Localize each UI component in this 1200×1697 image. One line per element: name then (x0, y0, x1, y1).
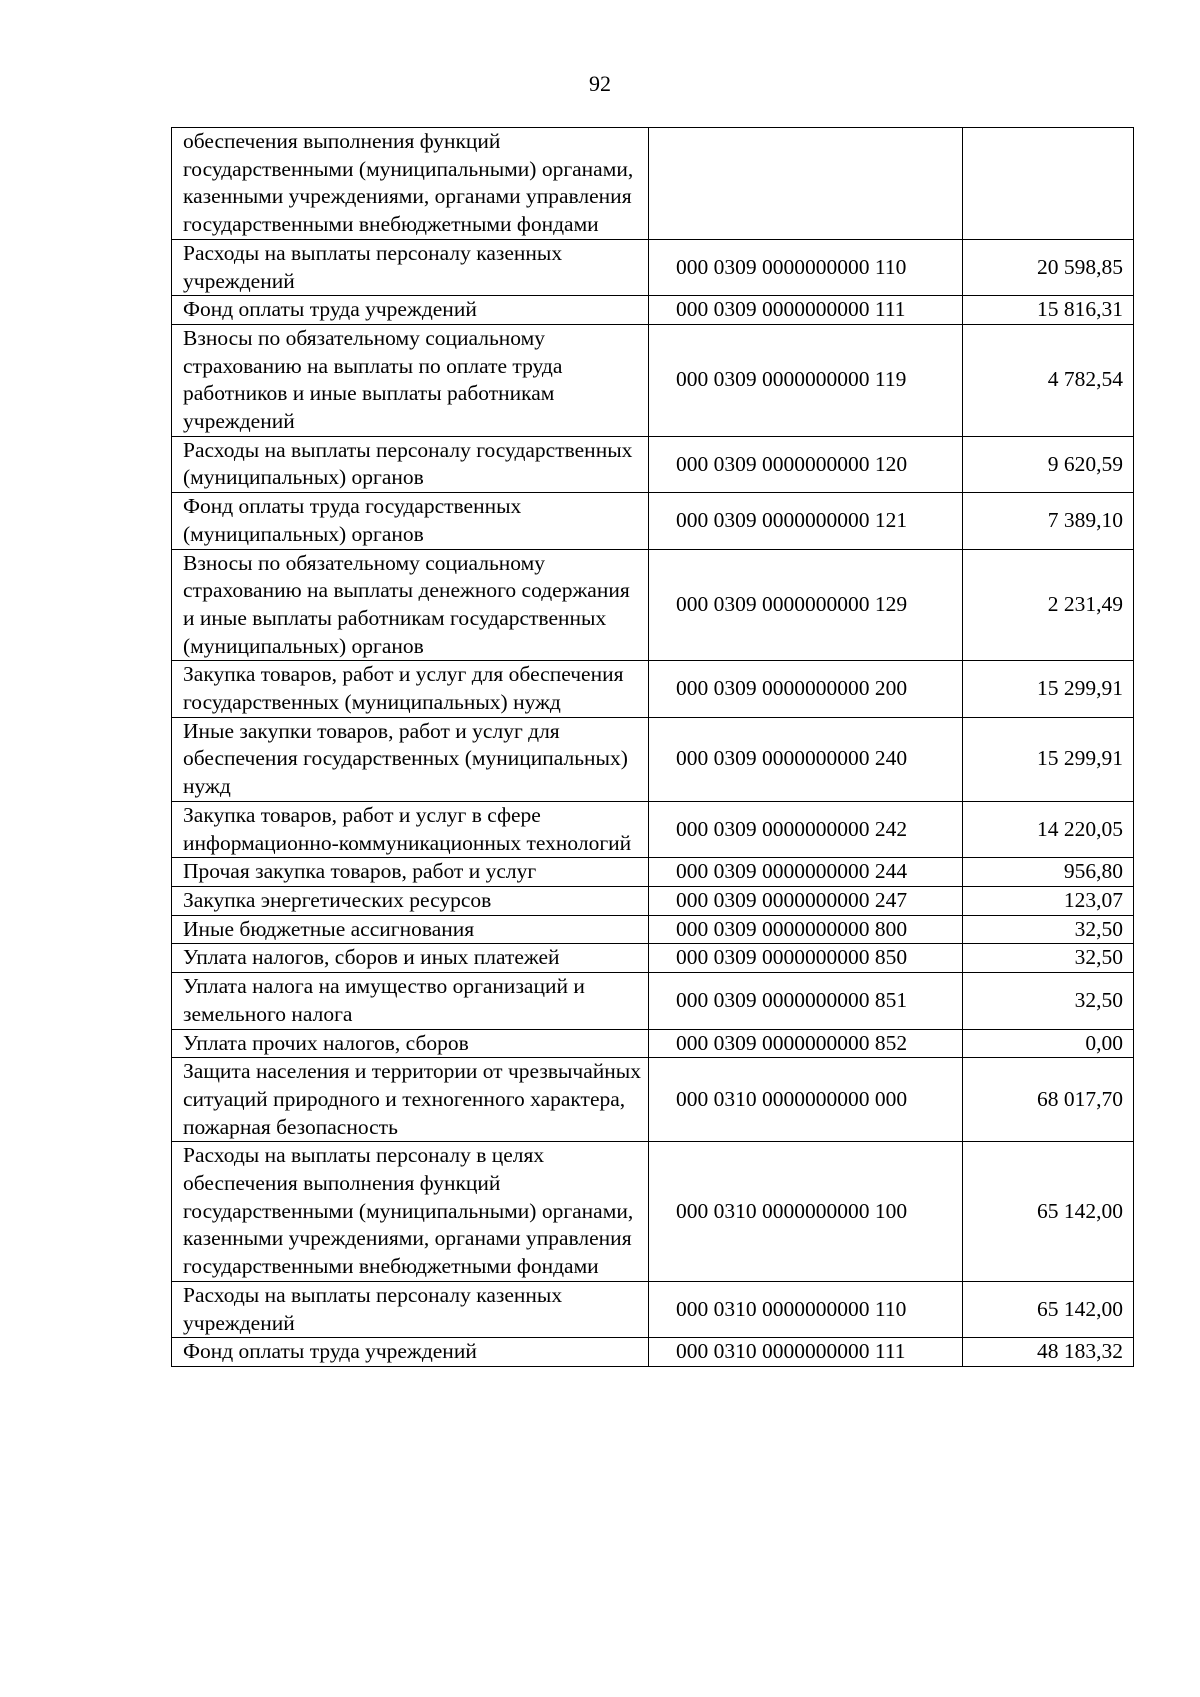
row-code: 000 0310 0000000000 100 (649, 1142, 963, 1282)
row-code: 000 0309 0000000000 200 (649, 661, 963, 717)
table-row (172, 1281, 1134, 1337)
table-row (172, 661, 1134, 717)
table-row (172, 915, 1134, 944)
table-row (172, 296, 1134, 325)
table-row (172, 128, 1134, 240)
row-code: 000 0309 0000000000 247 (649, 886, 963, 915)
row-sum: 32,50 (963, 944, 1134, 973)
row-code: 000 0309 0000000000 111 (649, 296, 963, 325)
row-sum: 2 231,49 (963, 549, 1134, 661)
row-name: Уплата налога на имущество организаций и земельного налога (172, 973, 649, 1029)
row-code (649, 128, 963, 240)
row-code: 000 0309 0000000000 852 (649, 1029, 963, 1058)
row-code: 000 0309 0000000000 119 (649, 324, 963, 436)
row-sum: 7 389,10 (963, 493, 1134, 549)
row-sum: 65 142,00 (963, 1281, 1134, 1337)
row-sum: 32,50 (963, 973, 1134, 1029)
table-row (172, 973, 1134, 1029)
table-row (172, 549, 1134, 661)
row-code: 000 0309 0000000000 850 (649, 944, 963, 973)
row-sum: 956,80 (963, 858, 1134, 887)
row-sum: 15 299,91 (963, 661, 1134, 717)
page-number: 92 (589, 71, 611, 96)
row-name: Закупка товаров, работ и услуг для обеспечения государственных (муниципальных) нужд (172, 661, 649, 717)
row-sum: 9 620,59 (963, 436, 1134, 492)
row-code: 000 0309 0000000000 120 (649, 436, 963, 492)
row-name: Защита населения и территории от чрезвычайных ситуаций природного и техногенного характера, пожарная безопасность (172, 1058, 649, 1142)
row-name: Закупка энергетических ресурсов (172, 886, 649, 915)
row-code: 000 0309 0000000000 800 (649, 915, 963, 944)
row-code: 000 0309 0000000000 129 (649, 549, 963, 661)
row-name: Закупка товаров, работ и услуг в сфере информационно-коммуникационных технологий (172, 801, 649, 857)
row-sum: 48 183,32 (963, 1338, 1134, 1367)
row-sum: 65 142,00 (963, 1142, 1134, 1282)
row-sum: 4 782,54 (963, 324, 1134, 436)
row-code: 000 0309 0000000000 242 (649, 801, 963, 857)
row-code: 000 0309 0000000000 121 (649, 493, 963, 549)
row-name: Взносы по обязательному социальному страхованию на выплаты по оплате труда работников и иные выплаты работникам учреждений (172, 324, 649, 436)
table-row (172, 1142, 1134, 1282)
row-code: 000 0309 0000000000 240 (649, 717, 963, 801)
row-name: Уплата прочих налогов, сборов (172, 1029, 649, 1058)
row-name: Фонд оплаты труда государственных (муниципальных) органов (172, 493, 649, 549)
row-code: 000 0310 0000000000 111 (649, 1338, 963, 1367)
row-sum: 14 220,05 (963, 801, 1134, 857)
budget-expenses-table (171, 127, 1134, 1367)
table-row (172, 436, 1134, 492)
row-sum: 15 299,91 (963, 717, 1134, 801)
row-name: Иные бюджетные ассигнования (172, 915, 649, 944)
row-code: 000 0309 0000000000 244 (649, 858, 963, 887)
row-name: Уплата налогов, сборов и иных платежей (172, 944, 649, 973)
table-row (172, 1029, 1134, 1058)
row-name: Расходы на выплаты персоналу казенных учреждений (172, 1281, 649, 1337)
row-sum: 20 598,85 (963, 239, 1134, 295)
row-sum: 123,07 (963, 886, 1134, 915)
row-sum (963, 128, 1134, 240)
table-row (172, 944, 1134, 973)
table-row (172, 493, 1134, 549)
row-name: Фонд оплаты труда учреждений (172, 1338, 649, 1367)
row-sum: 68 017,70 (963, 1058, 1134, 1142)
row-sum: 15 816,31 (963, 296, 1134, 325)
row-sum: 0,00 (963, 1029, 1134, 1058)
row-code: 000 0310 0000000000 110 (649, 1281, 963, 1337)
row-name: Иные закупки товаров, работ и услуг для обеспечения государственных (муниципальных) нужд (172, 717, 649, 801)
table-row (172, 1338, 1134, 1367)
row-sum: 32,50 (963, 915, 1134, 944)
row-name: обеспечения выполнения функций государственными (муниципальными) органами, казенными учреждениями, органами управления государственными внебюджетными фондами (172, 128, 649, 240)
row-name: Прочая закупка товаров, работ и услуг (172, 858, 649, 887)
row-name: Фонд оплаты труда учреждений (172, 296, 649, 325)
table-row (172, 324, 1134, 436)
table-row (172, 886, 1134, 915)
table-row (172, 1058, 1134, 1142)
row-code: 000 0309 0000000000 110 (649, 239, 963, 295)
row-name: Расходы на выплаты персоналу казенных учреждений (172, 239, 649, 295)
table-row (172, 858, 1134, 887)
row-code: 000 0310 0000000000 000 (649, 1058, 963, 1142)
row-code: 000 0309 0000000000 851 (649, 973, 963, 1029)
table-row (172, 239, 1134, 295)
row-name: Расходы на выплаты персоналу государственных (муниципальных) органов (172, 436, 649, 492)
row-name: Взносы по обязательному социальному страхованию на выплаты денежного содержания и иные выплаты работникам государственных (муниципальных) органов (172, 549, 649, 661)
table-row (172, 801, 1134, 857)
table-row (172, 717, 1134, 801)
row-name: Расходы на выплаты персоналу в целях обеспечения выполнения функций государственными (муниципальными) органами, казенными учреждениями, органами управления государственными внебюджетными фондами (172, 1142, 649, 1282)
